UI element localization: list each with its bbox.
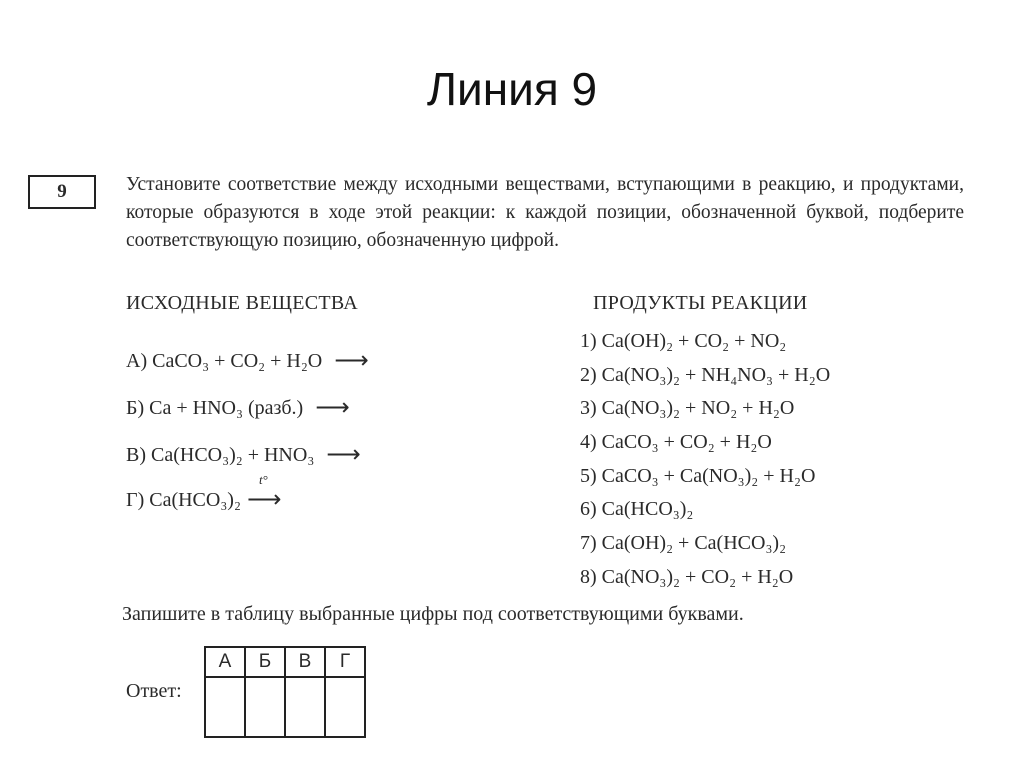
reaction-text: А) CaCO₃ + CO₂ + H₂O xyxy=(126,350,323,372)
task-number-box: 9 xyxy=(28,175,96,209)
product-item: 3) Ca(NO₃)₂ + NO₂ + H₂O xyxy=(580,397,795,420)
answer-col-g: Г xyxy=(325,647,365,677)
task-instructions: Установите соответствие между исходными веществами, вступающими в реакцию, и продуктами, которые образуются в ходе этой реакции: к каждой позиции, обозначенной буквой, подберите соответствующую позицию, обозначенную цифрой. xyxy=(126,174,964,251)
products-list xyxy=(580,326,830,596)
answer-label: Ответ: xyxy=(126,680,182,702)
answer-col-b: Б xyxy=(245,647,285,677)
arrow-right-icon: ⟶ xyxy=(315,393,350,421)
answer-cell-a[interactable] xyxy=(205,677,245,737)
product-item: 4) CaCO₃ + CO₂ + H₂O xyxy=(580,431,772,454)
product-item: 7) Ca(OH)₂ + Ca(HCO₃)₂ xyxy=(580,532,787,555)
products-heading: ПРОДУКТЫ РЕАКЦИИ xyxy=(593,292,808,314)
product-item: 8) Ca(NO₃)₂ + CO₂ + H₂O xyxy=(580,565,794,588)
product-item: 5) CaCO₃ + Ca(NO₃)₂ + H₂O xyxy=(580,464,816,487)
reaction-text: Г) Ca(HCO₃)₂ xyxy=(126,489,241,511)
heat-arrow xyxy=(246,472,282,513)
arrow-right-icon: ⟶ xyxy=(326,440,361,468)
reaction-g xyxy=(126,472,282,513)
product-item: 2) Ca(NO₃)₂ + NH₄NO₃ + H₂O xyxy=(580,363,831,386)
arrow-right-icon: ⟶ xyxy=(246,485,282,513)
answer-col-v: В xyxy=(285,647,325,677)
answer-cell-v[interactable] xyxy=(285,677,325,737)
arrow-right-icon: ⟶ xyxy=(334,346,369,374)
reaction-v xyxy=(126,439,361,467)
product-item: 6) Ca(HCO₃)₂ xyxy=(580,498,694,521)
slide-title: Линия 9 xyxy=(426,63,598,115)
reaction-text: Б) Ca + HNO₃ (разб.) xyxy=(126,397,304,419)
answer-instruction: Запишите в таблицу выбранные цифры под соответствующими буквами. xyxy=(122,603,744,625)
reaction-a xyxy=(126,345,369,373)
product-item: 1) Ca(OH)₂ + CO₂ + NO₂ xyxy=(580,330,787,352)
reaction-b xyxy=(126,392,350,420)
answer-cell-b[interactable] xyxy=(245,677,285,737)
answer-table xyxy=(204,646,366,738)
reagents-heading: ИСХОДНЫЕ ВЕЩЕСТВА xyxy=(126,292,359,314)
reaction-text: В) Ca(HCO₃)₂ + HNO₃ xyxy=(126,444,315,466)
heat-label: t° xyxy=(258,472,268,487)
answer-cell-g[interactable] xyxy=(325,677,365,737)
answer-col-a: А xyxy=(205,647,245,677)
